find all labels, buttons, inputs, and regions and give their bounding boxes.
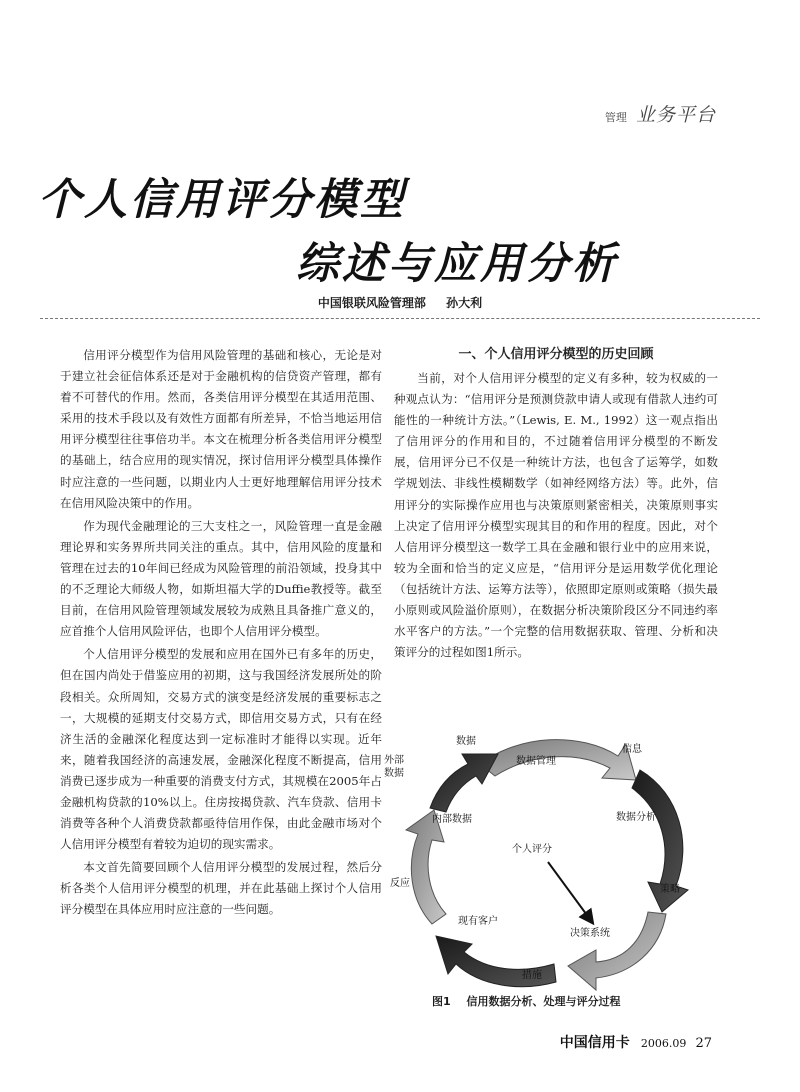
label-data-management: 数据管理	[516, 756, 556, 767]
body-right-column	[394, 345, 718, 663]
label-data-analysis: 数据分析	[616, 812, 656, 823]
magazine-name: 中国信用卡	[559, 1035, 630, 1051]
body-paragraph: 个人信用评分模型的发展和应用在国外已有多年的历史，但在国内尚处于借鉴应用的初期，这与我国经济发展所处的阶段相关。众所周知，交易方式的演变是经济发展的重要标志之一，大规模的延期支付交易方式，即信用交易方式，只有在经济生活的金融深化程度达到一定标准时才能得以实现。近年来，随着我国经济的高速发展，金融深化程度不断提高，信用消费已逐步成为一种重要的消费支付方式，其规模在2005年占金融机构贷款的10%以上。住房按揭贷款、汽车贷款、信用卡消费等各种个人消费贷款都亟待信用作保，由此金融市场对个人信用评分模型有着较为迫切的现实需求。	[60, 647, 382, 852]
figure-caption-text: 信用数据分析、处理与评分过程	[466, 995, 621, 1008]
cycle-arrow-data-to-info	[480, 740, 636, 780]
byline	[0, 294, 800, 311]
label-decision-system: 决策系统	[570, 928, 610, 939]
article-title-line1: 个人信用评分模型	[38, 175, 406, 225]
body-paragraph: 本文首先简要回顾个人信用评分模型的发展过程，然后分析各类个人信用评分模型的机理，并在此基础上探讨个人信用评分模型在具体应用时应注意的一些问题。	[60, 860, 382, 917]
article-title-line2: 综述与应用分析	[296, 239, 618, 289]
cycle-arrow-customer-to-external	[406, 810, 446, 924]
cycle-arrow-strategy-to-decision	[568, 912, 666, 990]
figure-number: 图1	[432, 995, 451, 1008]
label-internal-data: 内部数据	[432, 814, 472, 825]
body-left-column	[60, 345, 382, 921]
label-strategy: 策略	[660, 884, 680, 895]
section-tag-small: 管理	[604, 111, 627, 124]
label-measures: 措施	[522, 970, 542, 981]
label-existing-customer: 现有客户	[458, 916, 498, 927]
section-heading: 一、个人信用评分模型的历史回顾	[458, 347, 654, 362]
section-tag-title: 业务平台	[635, 104, 716, 126]
score-to-decision-arrow	[548, 862, 592, 922]
cycle-arrow-external-to-data	[430, 754, 498, 812]
title-divider	[40, 318, 760, 319]
body-paragraph: 作为现代金融理论的三大支柱之一，风险管理一直是金融理论界和实务界所共同关注的重点。其中，信用风险的度量和管理在过去的10年间已经成为风险管理的前沿领域，投身其中的不乏理论大师级人物，如斯坦福大学的Duffie教授等。截至目前，在信用风险管理领域发展较为成熟且具备推广意义的，应首推个人信用风险评估，也即个人信用评分模型。	[60, 518, 382, 639]
page-number: 27	[695, 1036, 712, 1051]
author-name: 孙大利	[446, 296, 483, 310]
body-paragraph: 当前，对个人信用评分模型的定义有多种，较为权威的一种观点认为：“信用评分是预测贷款申请人或现有借款人违约可能性的一种统计方法。”（Lewis, E. M., 1992）这一观点指出了信用评分的作用和目的，不过随着信用评分模型的不断发展，信用评分已不仅是一种统计方法，也包含了运筹学，如数学规划法、非线性模糊数学（如神经网络方法）等。此外，信用评分的实际操作应用也与决策原则紧密相关，决策原则事实上决定了信用评分模型实现其目的和作用的程度。因此，对个人信用评分模型这一数学工具在金融和银行业中的应用来说，较为全面和恰当的定义应是，“信用评分是运用数学优化理论（包括统计方法、运筹方法等），依照即定原则或策略（损失最小原则或风险溢价原则），在数据分析决策阶段区分不同违约率水平客户的方法。”一个完整的信用数据获取、管理、分析和决策评分的过程如图1所示。	[394, 371, 718, 660]
figure-credit-process	[370, 724, 710, 1024]
section-header-tag	[605, 100, 716, 127]
label-personal-score: 个人评分	[512, 844, 552, 855]
issue-date: 2006.09	[640, 1037, 687, 1050]
label-data: 数据	[456, 736, 476, 747]
author-affiliation: 中国银联风险管理部	[317, 296, 426, 310]
label-external-data: 外部数据	[384, 755, 404, 779]
page-footer	[560, 1032, 712, 1052]
label-info: 信息	[622, 744, 642, 755]
label-feedback: 反应	[390, 878, 410, 889]
body-paragraph: 信用评分模型作为信用风险管理的基础和核心，无论是对于建立社会征信体系还是对于金融机构的信贷资产管理，都有着不可替代的作用。然而，各类信用评分模型在其适用范围、采用的技术手段以及有效性方面都有所差异，不恰当地运用信用评分模型往往事倍功半。本文在梳理分析各类信用评分模型的基础上，结合应用的现实情况，探讨信用评分模型具体操作时应注意的一些问题，以期业内人士更好地理解信用评分技术在信用风险决策中的作用。	[60, 348, 382, 510]
figure-caption	[432, 993, 621, 1009]
